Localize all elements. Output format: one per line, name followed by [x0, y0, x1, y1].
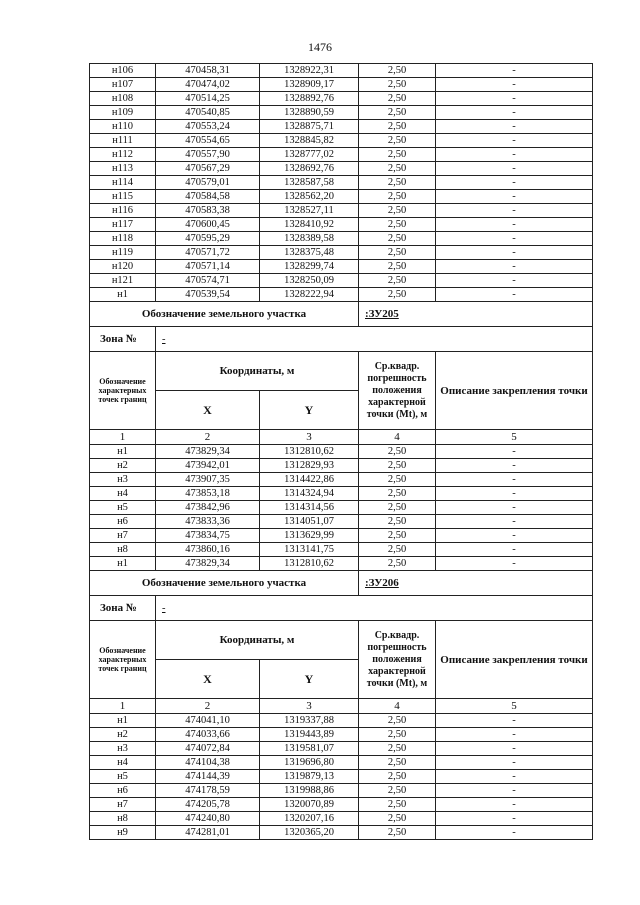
table-row — [90, 515, 593, 529]
table-row — [90, 260, 593, 274]
error-cell: 2,50 — [359, 232, 436, 246]
point-name-cell: н118 — [90, 232, 156, 246]
description-cell: - — [436, 120, 593, 134]
table-row — [90, 134, 593, 148]
point-name-cell: н111 — [90, 134, 156, 148]
x-coordinate-cell: 470458,31 — [156, 64, 260, 78]
description-cell: - — [436, 106, 593, 120]
table-row — [90, 529, 593, 543]
x-coordinate-cell: 470574,71 — [156, 274, 260, 288]
header-row — [90, 352, 593, 391]
table-row — [90, 64, 593, 78]
land-plot-code: :ЗУ206 — [359, 571, 593, 596]
y-coordinate-cell: 1328389,58 — [260, 232, 359, 246]
error-cell: 2,50 — [359, 218, 436, 232]
x-coordinate-cell: 474281,01 — [156, 826, 260, 840]
x-coordinate-cell: 470579,01 — [156, 176, 260, 190]
point-name-cell: н107 — [90, 78, 156, 92]
point-name-cell: н6 — [90, 515, 156, 529]
point-name-cell: н1 — [90, 714, 156, 728]
description-cell: - — [436, 162, 593, 176]
table-row — [90, 714, 593, 728]
error-cell: 2,50 — [359, 78, 436, 92]
header-description: Описание закрепления точки — [436, 621, 593, 699]
x-coordinate-cell: 470539,54 — [156, 288, 260, 302]
zone-value: - — [156, 327, 593, 352]
point-name-cell: н7 — [90, 529, 156, 543]
table-row — [90, 742, 593, 756]
x-coordinate-cell: 470571,14 — [156, 260, 260, 274]
point-name-cell: н119 — [90, 246, 156, 260]
x-coordinate-cell: 470557,90 — [156, 148, 260, 162]
error-cell: 2,50 — [359, 473, 436, 487]
x-coordinate-cell: 470595,29 — [156, 232, 260, 246]
error-cell: 2,50 — [359, 543, 436, 557]
description-cell: - — [436, 459, 593, 473]
error-cell: 2,50 — [359, 148, 436, 162]
column-number: 2 — [156, 699, 260, 714]
land-plot-title: Обозначение земельного участка — [90, 302, 359, 327]
error-cell: 2,50 — [359, 515, 436, 529]
y-coordinate-cell: 1320365,20 — [260, 826, 359, 840]
error-cell: 2,50 — [359, 770, 436, 784]
x-coordinate-cell: 473829,34 — [156, 445, 260, 459]
error-cell: 2,50 — [359, 162, 436, 176]
y-coordinate-cell: 1313629,99 — [260, 529, 359, 543]
error-cell: 2,50 — [359, 728, 436, 742]
x-coordinate-cell: 473833,36 — [156, 515, 260, 529]
error-cell: 2,50 — [359, 557, 436, 571]
description-cell: - — [436, 770, 593, 784]
description-cell: - — [436, 260, 593, 274]
description-cell: - — [436, 728, 593, 742]
y-coordinate-cell: 1328299,74 — [260, 260, 359, 274]
table-row — [90, 812, 593, 826]
zone-label: Зона № — [90, 596, 156, 621]
error-cell: 2,50 — [359, 246, 436, 260]
header-error: Ср.квадр. погрешность положения характерной точки (Mt), м — [359, 352, 436, 430]
table-row — [90, 274, 593, 288]
error-cell: 2,50 — [359, 92, 436, 106]
point-name-cell: н4 — [90, 756, 156, 770]
description-cell: - — [436, 64, 593, 78]
column-number: 5 — [436, 699, 593, 714]
error-cell: 2,50 — [359, 445, 436, 459]
column-number: 5 — [436, 430, 593, 445]
header-y: Y — [260, 391, 359, 430]
point-name-cell: н112 — [90, 148, 156, 162]
point-name-cell: н8 — [90, 543, 156, 557]
x-coordinate-cell: 474072,84 — [156, 742, 260, 756]
x-coordinate-cell: 473942,01 — [156, 459, 260, 473]
y-coordinate-cell: 1312810,62 — [260, 445, 359, 459]
table-row — [90, 288, 593, 302]
error-cell: 2,50 — [359, 274, 436, 288]
point-name-cell: н121 — [90, 274, 156, 288]
column-number: 3 — [260, 430, 359, 445]
x-coordinate-cell: 473853,18 — [156, 487, 260, 501]
header-coordinates: Координаты, м — [156, 352, 359, 391]
error-cell: 2,50 — [359, 742, 436, 756]
table-row — [90, 459, 593, 473]
header-designation: Обозначение характерных точек границ — [90, 621, 156, 699]
description-cell: - — [436, 784, 593, 798]
description-cell: - — [436, 543, 593, 557]
point-name-cell: н115 — [90, 190, 156, 204]
description-cell: - — [436, 515, 593, 529]
x-coordinate-cell: 470584,58 — [156, 190, 260, 204]
page-number: 1476 — [308, 40, 332, 54]
error-cell: 2,50 — [359, 64, 436, 78]
x-coordinate-cell: 473907,35 — [156, 473, 260, 487]
error-cell: 2,50 — [359, 134, 436, 148]
header-designation: Обозначение характерных точек границ — [90, 352, 156, 430]
description-cell: - — [436, 92, 593, 106]
error-cell: 2,50 — [359, 529, 436, 543]
land-plot-code: :ЗУ205 — [359, 302, 593, 327]
table-row — [90, 162, 593, 176]
error-cell: 2,50 — [359, 812, 436, 826]
x-coordinate-cell: 470514,25 — [156, 92, 260, 106]
column-number-row — [90, 699, 593, 714]
land-plot-title-row — [90, 571, 593, 596]
column-number: 4 — [359, 699, 436, 714]
error-cell: 2,50 — [359, 260, 436, 274]
table-row — [90, 232, 593, 246]
header-x: X — [156, 660, 260, 699]
description-cell: - — [436, 190, 593, 204]
y-coordinate-cell: 1319337,88 — [260, 714, 359, 728]
y-coordinate-cell: 1314051,07 — [260, 515, 359, 529]
x-coordinate-cell: 470540,85 — [156, 106, 260, 120]
description-cell: - — [436, 501, 593, 515]
description-cell: - — [436, 134, 593, 148]
point-name-cell: н8 — [90, 812, 156, 826]
description-cell: - — [436, 742, 593, 756]
table-row — [90, 728, 593, 742]
point-name-cell: н3 — [90, 742, 156, 756]
y-coordinate-cell: 1328587,58 — [260, 176, 359, 190]
table-row — [90, 501, 593, 515]
table-row — [90, 756, 593, 770]
y-coordinate-cell: 1328875,71 — [260, 120, 359, 134]
x-coordinate-cell: 470474,02 — [156, 78, 260, 92]
table-row — [90, 487, 593, 501]
header-coordinates: Координаты, м — [156, 621, 359, 660]
x-coordinate-cell: 473829,34 — [156, 557, 260, 571]
y-coordinate-cell: 1328909,17 — [260, 78, 359, 92]
table-row — [90, 148, 593, 162]
x-coordinate-cell: 470600,45 — [156, 218, 260, 232]
table-row — [90, 78, 593, 92]
y-coordinate-cell: 1319443,89 — [260, 728, 359, 742]
land-plot-title-row — [90, 302, 593, 327]
table-row — [90, 120, 593, 134]
header-description: Описание закрепления точки — [436, 352, 593, 430]
point-name-cell: н106 — [90, 64, 156, 78]
description-cell: - — [436, 445, 593, 459]
zone-label: Зона № — [90, 327, 156, 352]
point-name-cell: н1 — [90, 557, 156, 571]
description-cell: - — [436, 204, 593, 218]
header-row — [90, 621, 593, 660]
x-coordinate-cell: 474178,59 — [156, 784, 260, 798]
table-row — [90, 826, 593, 840]
y-coordinate-cell: 1319696,80 — [260, 756, 359, 770]
description-cell: - — [436, 557, 593, 571]
error-cell: 2,50 — [359, 204, 436, 218]
column-number: 1 — [90, 430, 156, 445]
description-cell: - — [436, 756, 593, 770]
y-coordinate-cell: 1328527,11 — [260, 204, 359, 218]
y-coordinate-cell: 1328410,92 — [260, 218, 359, 232]
table-row — [90, 246, 593, 260]
x-coordinate-cell: 470571,72 — [156, 246, 260, 260]
error-cell: 2,50 — [359, 714, 436, 728]
error-cell: 2,50 — [359, 106, 436, 120]
table-row — [90, 557, 593, 571]
zone-value: - — [156, 596, 593, 621]
point-name-cell: н5 — [90, 501, 156, 515]
description-cell: - — [436, 218, 593, 232]
header-x: X — [156, 391, 260, 430]
y-coordinate-cell: 1314324,94 — [260, 487, 359, 501]
y-coordinate-cell: 1320207,16 — [260, 812, 359, 826]
header-y: Y — [260, 660, 359, 699]
x-coordinate-cell: 470553,24 — [156, 120, 260, 134]
coordinates-table — [89, 63, 593, 840]
point-name-cell: н2 — [90, 728, 156, 742]
x-coordinate-cell: 473834,75 — [156, 529, 260, 543]
x-coordinate-cell: 473842,96 — [156, 501, 260, 515]
point-name-cell: н109 — [90, 106, 156, 120]
y-coordinate-cell: 1314314,56 — [260, 501, 359, 515]
description-cell: - — [436, 529, 593, 543]
table-row — [90, 106, 593, 120]
description-cell: - — [436, 246, 593, 260]
point-name-cell: н5 — [90, 770, 156, 784]
point-name-cell: н116 — [90, 204, 156, 218]
table-row — [90, 784, 593, 798]
y-coordinate-cell: 1319988,86 — [260, 784, 359, 798]
x-coordinate-cell: 474240,80 — [156, 812, 260, 826]
description-cell: - — [436, 826, 593, 840]
error-cell: 2,50 — [359, 798, 436, 812]
table-row — [90, 176, 593, 190]
y-coordinate-cell: 1314422,86 — [260, 473, 359, 487]
description-cell: - — [436, 473, 593, 487]
zone-row — [90, 596, 593, 621]
x-coordinate-cell: 474033,66 — [156, 728, 260, 742]
point-name-cell: н114 — [90, 176, 156, 190]
y-coordinate-cell: 1312829,93 — [260, 459, 359, 473]
point-name-cell: н110 — [90, 120, 156, 134]
point-name-cell: н3 — [90, 473, 156, 487]
point-name-cell: н9 — [90, 826, 156, 840]
table-row — [90, 770, 593, 784]
y-coordinate-cell: 1320070,89 — [260, 798, 359, 812]
description-cell: - — [436, 78, 593, 92]
table-row — [90, 218, 593, 232]
y-coordinate-cell: 1328375,48 — [260, 246, 359, 260]
table-row — [90, 190, 593, 204]
y-coordinate-cell: 1319581,07 — [260, 742, 359, 756]
point-name-cell: н113 — [90, 162, 156, 176]
y-coordinate-cell: 1328692,76 — [260, 162, 359, 176]
description-cell: - — [436, 487, 593, 501]
y-coordinate-cell: 1328777,02 — [260, 148, 359, 162]
error-cell: 2,50 — [359, 487, 436, 501]
y-coordinate-cell: 1313141,75 — [260, 543, 359, 557]
x-coordinate-cell: 474144,39 — [156, 770, 260, 784]
description-cell: - — [436, 148, 593, 162]
x-coordinate-cell: 474205,78 — [156, 798, 260, 812]
y-coordinate-cell: 1328250,09 — [260, 274, 359, 288]
coordinates-table-body — [90, 64, 593, 840]
y-coordinate-cell: 1328845,82 — [260, 134, 359, 148]
description-cell: - — [436, 288, 593, 302]
column-number: 4 — [359, 430, 436, 445]
error-cell: 2,50 — [359, 459, 436, 473]
table-row — [90, 92, 593, 106]
point-name-cell: н4 — [90, 487, 156, 501]
point-name-cell: н120 — [90, 260, 156, 274]
error-cell: 2,50 — [359, 756, 436, 770]
x-coordinate-cell: 474041,10 — [156, 714, 260, 728]
point-name-cell: н108 — [90, 92, 156, 106]
table-row — [90, 204, 593, 218]
x-coordinate-cell: 474104,38 — [156, 756, 260, 770]
table-row — [90, 445, 593, 459]
description-cell: - — [436, 274, 593, 288]
x-coordinate-cell: 473860,16 — [156, 543, 260, 557]
point-name-cell: н2 — [90, 459, 156, 473]
y-coordinate-cell: 1328890,59 — [260, 106, 359, 120]
error-cell: 2,50 — [359, 120, 436, 134]
point-name-cell: н1 — [90, 445, 156, 459]
table-row — [90, 473, 593, 487]
point-name-cell: н7 — [90, 798, 156, 812]
y-coordinate-cell: 1328892,76 — [260, 92, 359, 106]
error-cell: 2,50 — [359, 784, 436, 798]
error-cell: 2,50 — [359, 501, 436, 515]
error-cell: 2,50 — [359, 176, 436, 190]
x-coordinate-cell: 470583,38 — [156, 204, 260, 218]
column-number: 3 — [260, 699, 359, 714]
y-coordinate-cell: 1319879,13 — [260, 770, 359, 784]
x-coordinate-cell: 470554,65 — [156, 134, 260, 148]
y-coordinate-cell: 1328562,20 — [260, 190, 359, 204]
description-cell: - — [436, 176, 593, 190]
column-number: 1 — [90, 699, 156, 714]
error-cell: 2,50 — [359, 826, 436, 840]
error-cell: 2,50 — [359, 190, 436, 204]
description-cell: - — [436, 798, 593, 812]
error-cell: 2,50 — [359, 288, 436, 302]
table-row — [90, 543, 593, 557]
description-cell: - — [436, 232, 593, 246]
y-coordinate-cell: 1312810,62 — [260, 557, 359, 571]
point-name-cell: н117 — [90, 218, 156, 232]
x-coordinate-cell: 470567,29 — [156, 162, 260, 176]
land-plot-title: Обозначение земельного участка — [90, 571, 359, 596]
zone-row — [90, 327, 593, 352]
point-name-cell: н6 — [90, 784, 156, 798]
description-cell: - — [436, 714, 593, 728]
header-error: Ср.квадр. погрешность положения характерной точки (Mt), м — [359, 621, 436, 699]
y-coordinate-cell: 1328922,31 — [260, 64, 359, 78]
point-name-cell: н1 — [90, 288, 156, 302]
description-cell: - — [436, 812, 593, 826]
column-number-row — [90, 430, 593, 445]
column-number: 2 — [156, 430, 260, 445]
y-coordinate-cell: 1328222,94 — [260, 288, 359, 302]
table-row — [90, 798, 593, 812]
